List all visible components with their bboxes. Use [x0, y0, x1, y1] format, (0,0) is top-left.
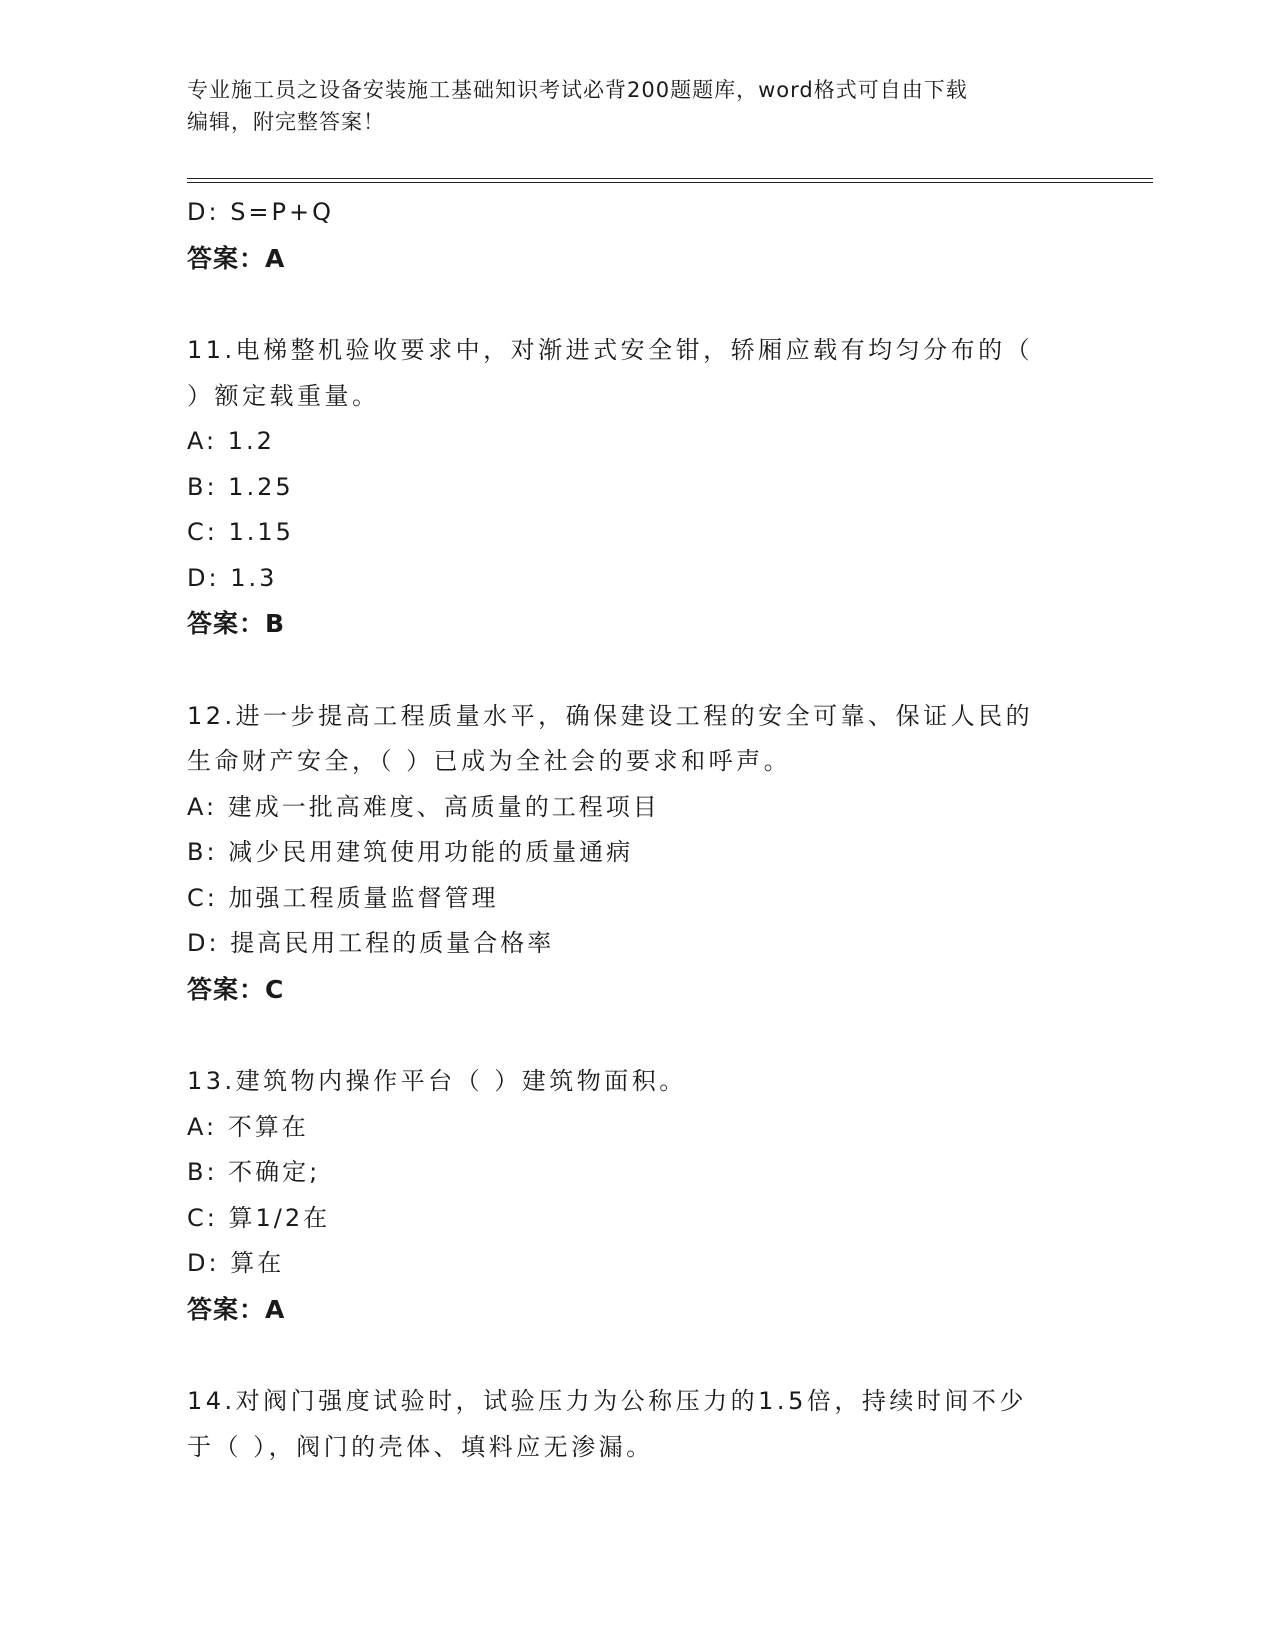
option-c: C: 加强工程质量监督管理	[187, 883, 499, 912]
spacer	[187, 1332, 1087, 1379]
prev-option-d: D: S=P+Q	[187, 198, 335, 226]
question-text-line-1: 12.进一步提高工程质量水平，确保建设工程的安全可靠、保证人民的	[187, 701, 1034, 730]
document-header	[187, 74, 1087, 138]
option-d: D: 1.3	[187, 563, 278, 592]
option-c: C: 1.15	[187, 518, 294, 546]
question-11	[187, 328, 1087, 647]
answer: 答案：B	[187, 609, 286, 638]
option-b: B: 不确定;	[187, 1158, 321, 1186]
question-text-line-2: ）额定载重量。	[187, 381, 380, 410]
question-12	[187, 694, 1087, 1013]
option-b: B: 减少民用建筑使用功能的质量通病	[187, 838, 634, 866]
option-a: A: 不算在	[187, 1112, 309, 1141]
spacer	[187, 1012, 1087, 1059]
option-a: A: 建成一批高难度、高质量的工程项目	[187, 792, 660, 821]
question-14	[187, 1379, 1087, 1470]
header-title-line-2: 编辑，附完整答案！	[187, 110, 385, 134]
question-content	[187, 190, 1087, 1470]
question-text-line-1: 14.对阀门强度试验时，试验压力为公称压力的1.5倍，持续时间不少	[187, 1387, 1027, 1415]
prev-answer: 答案：A	[187, 243, 286, 273]
option-a: A: 1.2	[187, 427, 275, 455]
answer: 答案：C	[187, 974, 285, 1004]
spacer	[187, 647, 1087, 694]
question-text-line-1: 11.电梯整机验收要求中，对渐进式安全钳，轿厢应载有均匀分布的（	[187, 336, 1034, 364]
option-c: C: 算1/2在	[187, 1203, 331, 1232]
answer: 答案：A	[187, 1294, 286, 1324]
question-text-line-2: 于（ ），阀门的壳体、填料应无渗漏。	[187, 1432, 654, 1461]
question-text-line-1: 13.建筑物内操作平台（ ）建筑物面积。	[187, 1067, 687, 1095]
header-divider	[187, 178, 1153, 183]
spacer	[187, 281, 1087, 328]
option-b: B: 1.25	[187, 472, 294, 501]
question-13	[187, 1059, 1087, 1332]
option-d: D: 提高民用工程的质量合格率	[187, 929, 555, 957]
option-d: D: 算在	[187, 1249, 285, 1277]
header-title-line-1: 专业施工员之设备安装施工基础知识考试必背200题题库，word格式可自由下载	[187, 78, 968, 102]
question-text-line-2: 生命财产安全，（ ）已成为全社会的要求和呼声。	[187, 747, 792, 775]
